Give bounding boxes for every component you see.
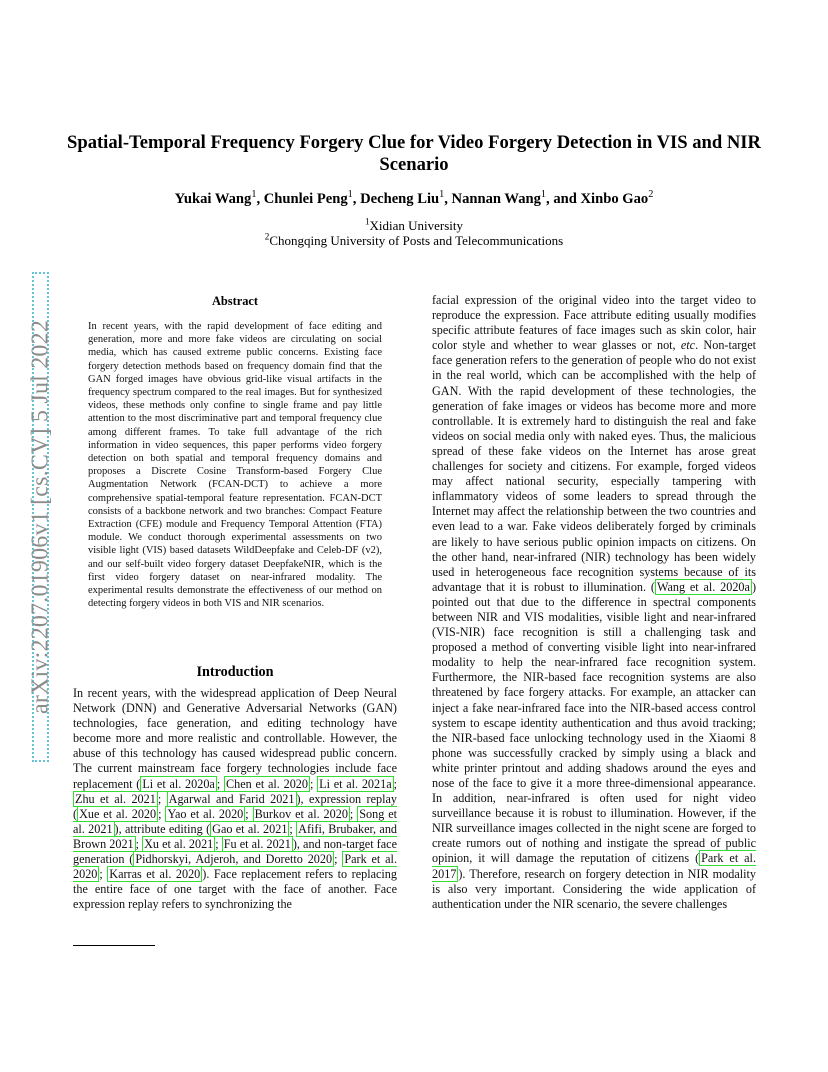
citation-link[interactable]: Li et al. 2021a <box>319 776 392 791</box>
author-affiliation-mark: 1 <box>251 189 257 201</box>
body-text-run: ; <box>99 867 108 882</box>
abstract-heading: Abstract <box>211 294 259 308</box>
author-affiliation-mark: 1 <box>540 189 547 201</box>
footnote-rule <box>73 945 155 946</box>
body-text-run: ; <box>349 806 358 821</box>
citation-link[interactable]: Park et al. 2020 <box>73 852 397 882</box>
citation-link[interactable]: Zhu et al. 2021 <box>75 791 156 806</box>
body-text-run: ; <box>309 776 318 791</box>
body-text-run: ; <box>393 776 398 791</box>
affiliation-name: Xidian University <box>369 218 464 233</box>
body-text-run: ), attribute editing ( <box>114 821 211 836</box>
citation-link[interactable]: Song et al. 2021 <box>73 806 398 836</box>
affiliation-line <box>60 233 768 248</box>
body-text-run: ; <box>216 776 224 791</box>
body-text-run: ; <box>245 806 253 821</box>
body-text-run: ; <box>135 836 143 851</box>
citation-link[interactable]: Chen et al. 2020 <box>226 776 308 791</box>
body-text-run: ) pointed out that due to the difference in spectral components between NIR and VIS modalities, visible light and near-infrared (VIS-NIR) face recognition is still a challenging task and proposed a method of converting visible light into near-infrared modality to help the near-infrared face recognition system. Furthermore, the NIR-based face recognition systems are also threatened by face forgery attacks. For example, an attacker can inject a fake near-infrared face into the NIR-based access control system to escape identity authentication and thus avoid tracking; the NIR-based face unlocking technology used in the Xiaomi 8 phone was successfully cracked by simply using a black and white printer printout and adding shadows around the eyes and nose of the face to give it a more three-dimensional appearance. In addition, near-infrared is often used for night video surveillance because it is robust to illumination. However, if the NIR surveillance images collected in the night scene are forged to create rumors out of nothing and instigate the spread of public opinion, it will damage the reputation of citizens ( <box>432 579 756 866</box>
author-name: Nannan Wang <box>451 191 541 207</box>
italic-text: etc <box>680 338 696 353</box>
citation-link[interactable]: Wang et al. 2020a <box>656 579 750 594</box>
body-text-run: ; <box>289 821 297 836</box>
citation-link[interactable]: Burkov et al. 2020 <box>254 806 348 821</box>
author-affiliation-mark: 1 <box>439 189 445 201</box>
citation-link[interactable]: Gao et al. 2021 <box>212 821 288 836</box>
affiliation-line <box>60 218 768 233</box>
body-text-run: ), expression replay ( <box>73 791 397 821</box>
body-text-left-column <box>73 686 397 912</box>
arxiv-id-stamp[interactable] <box>27 272 53 762</box>
body-text-run: ; <box>157 791 167 806</box>
affiliation-name: Chongqing University of Posts and Telecommunications <box>269 233 564 248</box>
author-name: Yukai Wang <box>174 191 252 207</box>
paper-title: Spatial-Temporal Frequency Forgery Clue for Video Forgery Detection in VIS and NIR Scenario <box>67 132 761 175</box>
affiliation-number: 2 <box>264 231 270 242</box>
citation-link[interactable]: Agarwal and Farid 2021 <box>168 791 295 806</box>
citation-link[interactable]: Pidhorskyi, Adjeroh, and Doretto 2020 <box>135 852 333 867</box>
body-text-run: ; <box>215 836 222 851</box>
body-text-run: ; <box>334 852 343 867</box>
citation-link[interactable]: Yao et al. 2020 <box>167 806 244 821</box>
citation-link[interactable]: Afifi, Brubaker, and Brown 2021 <box>73 821 398 851</box>
body-text-run: ), and non-target face generation ( <box>73 836 397 867</box>
body-text-run: ; <box>158 806 166 821</box>
author-name: Chunlei Peng <box>263 191 348 207</box>
introduction-heading: Introduction <box>196 664 274 680</box>
citation-link[interactable]: Li et al. 2020a <box>142 776 215 791</box>
author-affiliation-mark: 1 <box>347 189 353 201</box>
body-text-run: In recent years, with the widespread application of Deep Neural Network (DNN) and Generative Adversarial Networks (GAN) technologies, face generation, and editing technology have become more and more realistic and controllable. However, the abuse of this technology has caused widespread public concern. The current mainstream face forgery technologies include face replacement ( <box>73 686 397 791</box>
affiliations <box>60 218 768 248</box>
body-text-run: . Non-target face generation refers to the generation of people who do not exist in the real world, which can be accomplished with the help of GAN. With the rapid development of these technologies, the generation of fake images or videos has become more and more controllable. It is extremely hard to distinguish the real and fake videos on social media only with naked eyes. Thus, the malicious spread of these fake videos on the Internet has arose great challenges for society and citizens. For example, forged videos may affect national security, especially tampering with inflammatory videos of some leaders to spread through the Internet may affect the relationship between the two countries and even lead to a war. Fake videos deliberately forged by criminals are likely to have serious public opinion impacts on citizens. On the other hand, near-infrared (NIR) technology has been widely used in heterogeneous face recognition systems because of its advantage that it is robust to illumination. ( <box>432 338 756 594</box>
author-affiliation-mark: 2 <box>648 189 654 201</box>
body-text-run: ). Face replacement refers to replacing the entire face of one target with the face of another. Face expression replay refers to synchronizing the <box>73 867 397 912</box>
arxiv-id-text: arXiv:2207.01906v1 [cs.CV] 5 Jul 2022 <box>27 319 53 715</box>
citation-link[interactable]: Xue et al. 2020 <box>79 806 157 821</box>
citation-link[interactable]: Xu et al. 2021 <box>144 836 214 851</box>
author-list <box>60 191 768 208</box>
citation-link[interactable]: Park et al. 2017 <box>432 851 756 881</box>
body-text-run: facial expression of the original video into the target video to reproduce the expression. Face attribute editing usually modifies specific attribute features of face images such as skin color, hair color style and whether to wear glasses or not, <box>432 293 756 353</box>
author-separator: , <box>256 191 264 207</box>
author-name: Decheng Liu <box>360 191 440 207</box>
author-separator: , <box>444 191 452 207</box>
author-name: Xinbo Gao <box>580 191 649 207</box>
citation-link[interactable]: Fu et al. 2021 <box>223 836 291 851</box>
affiliation-number: 1 <box>364 216 370 227</box>
author-separator: , <box>352 191 361 207</box>
body-text-right-column <box>432 293 756 912</box>
body-text-run: ). Therefore, research on forgery detection in NIR modality is also very important. Considering the wide application of authentication under the NIR scenario, the severe challenges <box>432 866 756 911</box>
citation-link[interactable]: Karras et al. 2020 <box>109 867 201 882</box>
author-separator: , and <box>546 191 581 207</box>
abstract-text: In recent years, with the rapid development of face editing and generation, more and more fake videos are circulating on social media, which has caused extreme public concerns. Existing face forgery detection methods based on frequency domain find that the GAN forged images have obvious grid-like visual artifacts in the frequency spectrum compared to the real images. But for synthesized videos, these methods only confine to single frame and pay little attention to the most discriminative part and temporal frequency clue among different frames. To take full advantage of the rich information in video sequences, this paper performs video forgery detection on both spatial and temporal frequency domains and proposes a Discrete Cosine Transform-based Forgery Clue Augmentation Network (FCAN-DCT) to achieve a more comprehensive spatial-temporal feature representation. FCAN-DCT consists of a backbone network and two branches: Compact Feature Extraction (CFE) module and Frequency Temporal Attention (FTA) module. We conduct thorough experimental assessments on two visible light (VIS) based datasets WildDeepfake and Celeb-DF (v2), and our self-built video forgery dataset DeepfakeNIR, which is the first video forgery dataset on near-infrared modality. The experimental results demonstrate the effectiveness of our method on detecting forgery videos in both VIS and NIR scenarios. <box>88 321 382 610</box>
